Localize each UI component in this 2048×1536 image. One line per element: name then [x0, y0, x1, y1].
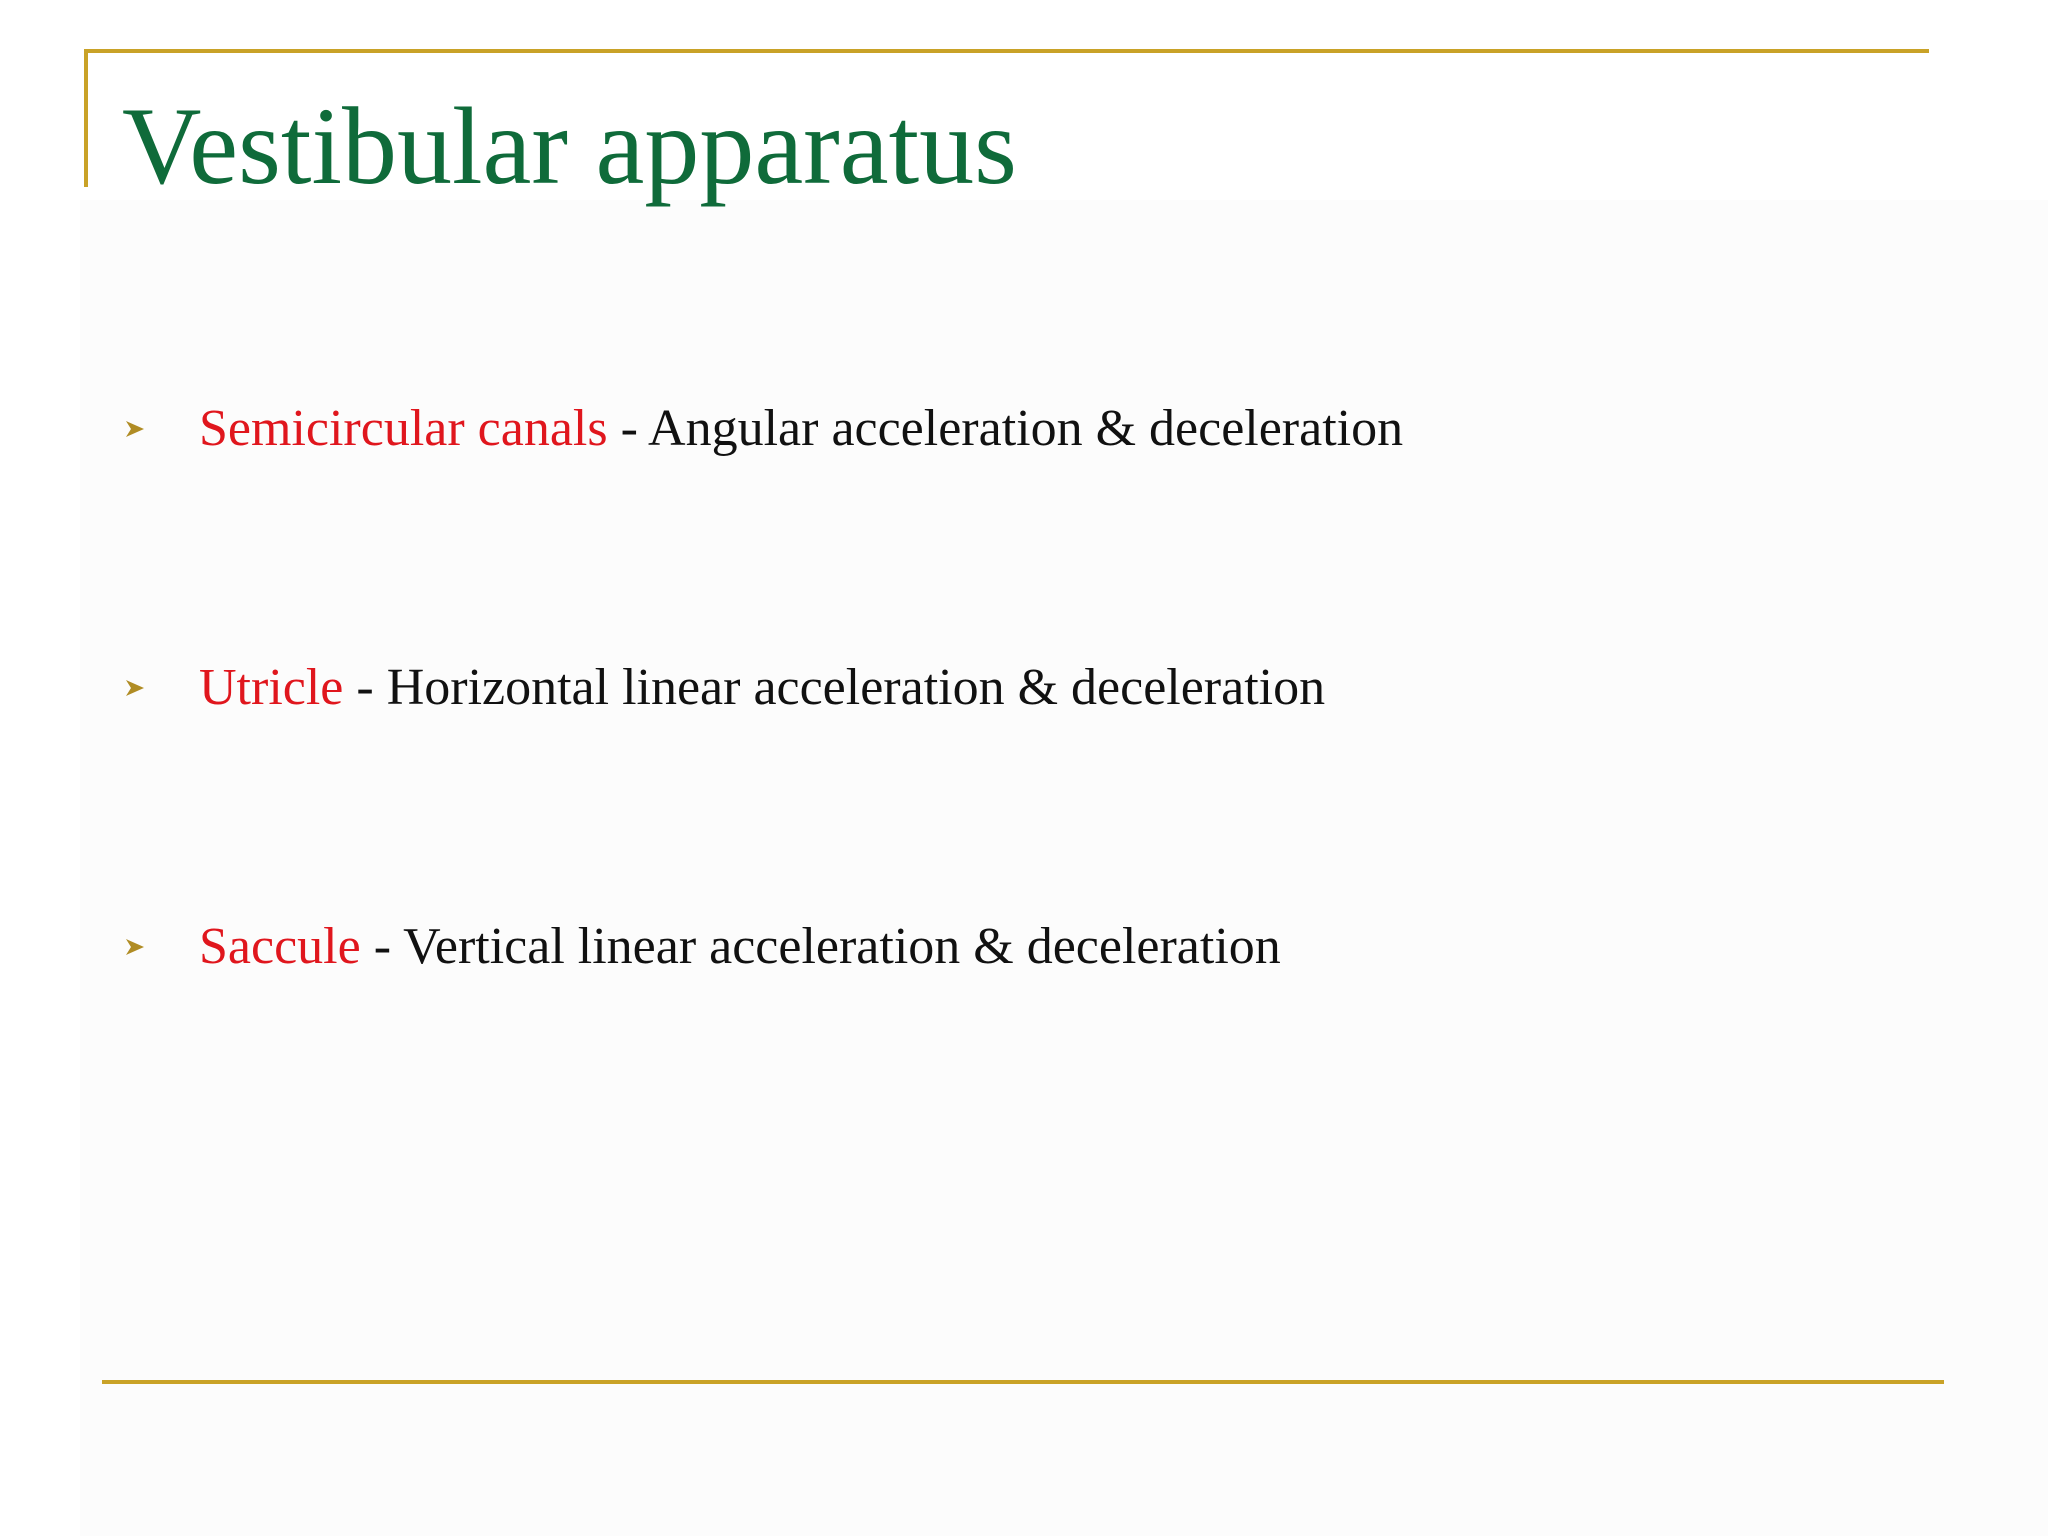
arrowhead-bullet-icon [124, 418, 146, 440]
bullet-text [199, 912, 1281, 982]
bullet-term: Semicircular canals [199, 400, 608, 457]
bullet-separator: - [360, 918, 404, 975]
bullet-separator: - [343, 659, 387, 716]
bottom-accent-rule [102, 1380, 1944, 1384]
bullet-term: Saccule [199, 918, 361, 975]
bullet-description: Angular acceleration & deceleration [648, 400, 1404, 457]
bullet-item-saccule [124, 912, 1281, 982]
bullet-description: Horizontal linear acceleration & deceleration [386, 659, 1326, 716]
bullet-item-utricle [124, 653, 1325, 723]
bullet-text [199, 653, 1325, 723]
bullet-description: Vertical linear acceleration & deceleration [403, 918, 1281, 975]
bullet-item-semicircular-canals [124, 394, 1403, 464]
arrowhead-bullet-icon [124, 936, 146, 958]
bullet-separator: - [607, 400, 649, 457]
bullet-term: Utricle [199, 659, 344, 716]
arrowhead-bullet-icon [124, 677, 146, 699]
slide-title: Vestibular apparatus [122, 85, 1017, 207]
bullet-text [199, 394, 1403, 464]
